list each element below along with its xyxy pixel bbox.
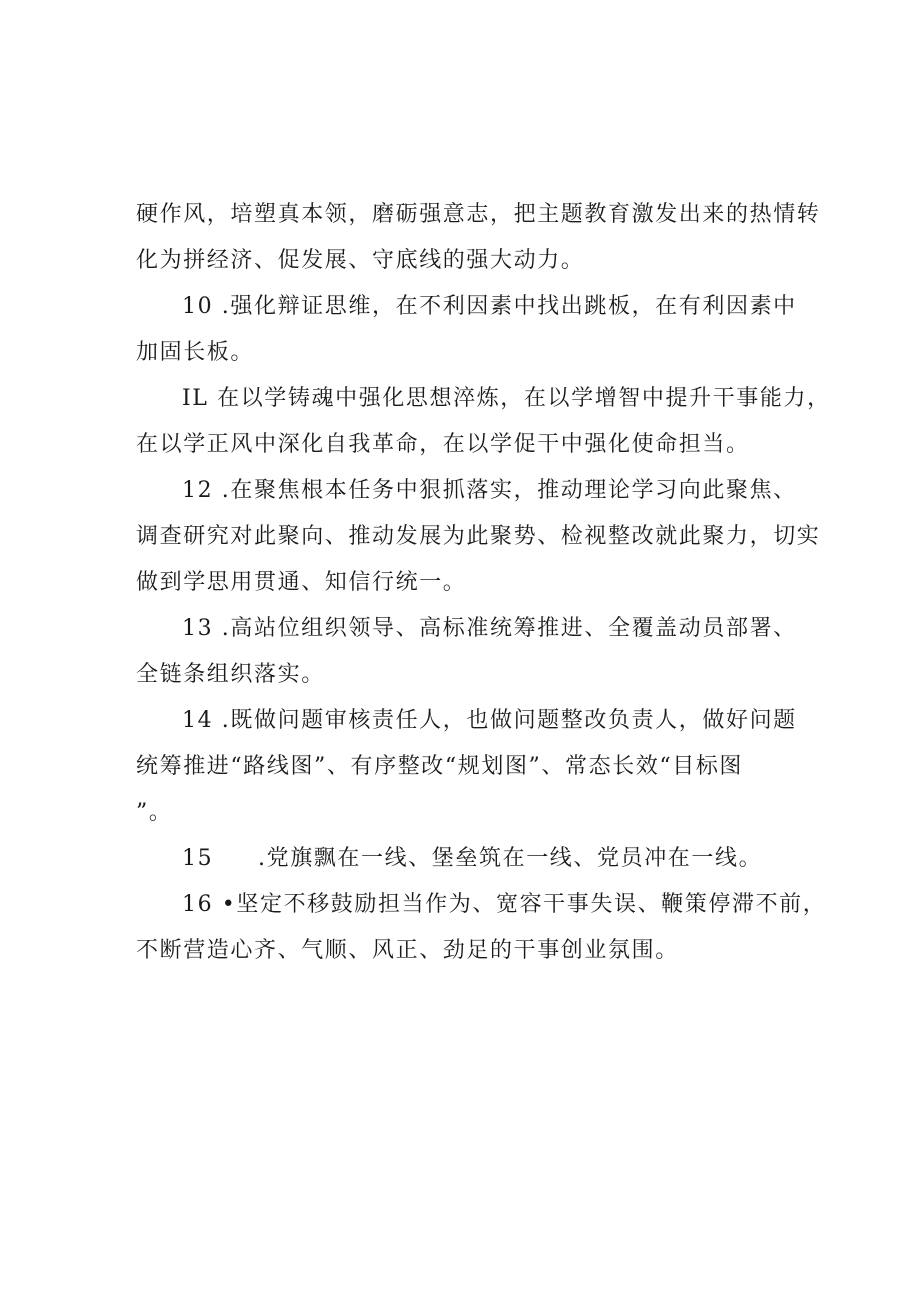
paragraph-item-12 (136, 468, 821, 606)
document-body (136, 192, 831, 974)
text-line (136, 836, 796, 882)
paragraph-item-11 (136, 376, 831, 468)
paragraph-item-15 (136, 836, 796, 882)
text-line: 硬作风，培塑真本领，磨砺强意志，把主题教育激发出来的热情转 (136, 202, 821, 227)
text-line: IL 在以学铸魂中强化思想淬炼，在以学增智中提升干事能力， (182, 386, 831, 411)
paragraph-item-10 (136, 284, 796, 376)
text-line: ”。 (136, 800, 173, 825)
text-line: 10 .强化辩证思维，在不利因素中找出跳板，在有利因素中 (182, 294, 797, 319)
text-line: 统筹推进“路线图”、有序整改“规划图”、常态长效“目标图 (136, 754, 744, 779)
text-line: 在以学正风中深化自我革命，在以学促干中强化使命担当。 (136, 432, 750, 457)
paragraph-item-16 (136, 882, 827, 974)
text-line: 不断营造心齐、气顺、风正、劲足的干事创业氛围。 (136, 938, 679, 963)
item-number: 15 (182, 846, 214, 871)
text-line: 调查研究对此聚向、推动发展为此聚势、检视整改就此聚力，切实 (136, 524, 821, 549)
text-line: 14 .既做问题审核责任人，也做问题整改负责人，做好问题 (182, 708, 797, 733)
text-line: 13 .高站位组织领导、高标准统筹推进、全覆盖动员部署、 (182, 616, 797, 641)
paragraph-item-13 (136, 606, 796, 698)
text-line: 16 •坚定不移鼓励担当作为、宽容干事失误、鞭策停滞不前， (182, 892, 827, 917)
paragraph-item-14 (136, 698, 796, 836)
paragraph-continuation (136, 192, 821, 284)
text-line: 全链条组织落实。 (136, 662, 325, 687)
text-line: 加固长板。 (136, 340, 255, 365)
text-line: 12 .在聚焦根本任务中狠抓落实，推动理论学习向此聚焦、 (182, 478, 797, 503)
text-line: 做到学思用贯通、知信行统一。 (136, 570, 467, 595)
text-line: 化为拼经济、促发展、守底线的强大动力。 (136, 248, 585, 273)
item-text: .党旗飘在一线、堡垒筑在一线、党员冲在一线。 (258, 846, 763, 871)
